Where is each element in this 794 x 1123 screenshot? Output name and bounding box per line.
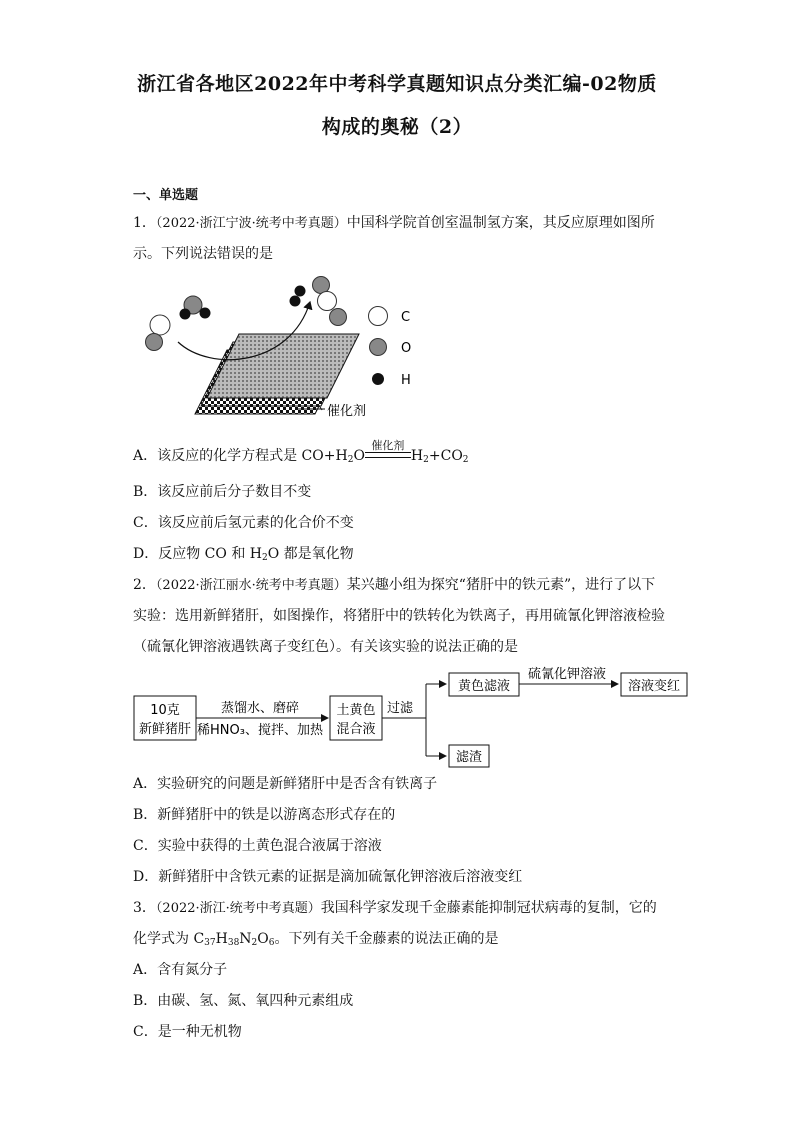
equation-catalyst-arrow [365, 439, 411, 462]
co-carbon-atom [150, 315, 170, 335]
q1-option-c[interactable]: C．该反应前后氢元素的化合价不变 [133, 515, 354, 531]
q1-option-d[interactable] [133, 544, 354, 568]
q3-number: 3． [133, 900, 156, 916]
co-oxygen-atom [146, 334, 163, 351]
q3-option-b[interactable]: B．由碳、氢、氮、氧四种元素组成 [133, 993, 354, 1009]
q3-stem-line1 [133, 898, 657, 919]
subscript: 2 [261, 553, 268, 563]
q2-stem-text: 某兴趣小组为探究“猪肝中的铁元素”，进行了以下 [346, 577, 656, 593]
q1-option-d-suffix: O 都是氧化物 [267, 546, 354, 562]
q3-stem-text: 我国科学家发现千金藤素能抑制冠状病毒的复制，它的 [320, 900, 657, 916]
flow-filter-label: 过滤 [386, 701, 414, 716]
co2-oxygen-atom-1 [313, 277, 330, 294]
legend-c-label: C [401, 310, 411, 325]
q2-option-d[interactable]: D．新鲜猪肝中含铁元素的证据是滴加硫氰化钾溶液后溶液变红 [133, 869, 523, 885]
flow-reagent-label: 硫氰化钾溶液 [527, 667, 607, 682]
legend-carbon-atom [369, 307, 388, 326]
q2-stem-line2: 实验：选用新鲜猪肝，如图操作，将猪肝中的铁转化为铁离子，再用硫氰化钾溶液检验 [133, 608, 665, 624]
h2o-hydrogen-atom-2 [200, 308, 211, 319]
legend-oxygen-atom [370, 339, 387, 356]
legend-h-label: H [401, 373, 411, 388]
subscript: 37 [204, 938, 216, 948]
q2-stem-line1 [133, 575, 655, 596]
flow-box-pig-liver-line1: 10克 [150, 703, 180, 718]
formula-h: H [215, 931, 228, 947]
flow-step1-bottom: 稀HNO₃、搅拌、加热 [197, 723, 323, 738]
formula-n: N [239, 931, 252, 947]
subscript: 38 [227, 938, 240, 948]
equation-condition: 催化剂 [371, 439, 405, 452]
flow-step1-top: 蒸馏水、磨碎 [220, 701, 300, 716]
q3-formula-prefix: 化学式为 C [133, 931, 205, 947]
subscript: 2 [462, 455, 469, 465]
flow-box-residue-label: 滤渣 [455, 750, 483, 765]
doc-title-line1: 浙江省各地区2022年中考科学真题知识点分类汇编-02物质 [137, 73, 657, 95]
q3-option-c[interactable]: C．是一种无机物 [133, 1024, 242, 1040]
q3-stem-suffix: 。下列有关千金藤素的说法正确的是 [274, 931, 499, 947]
q3-option-a[interactable]: A．含有氮分子 [133, 962, 228, 978]
q1-option-a-co: +CO [428, 448, 463, 464]
q1-stem-text: 中国科学院首创室温制氢方案，其反应原理如图所 [346, 215, 655, 231]
q1-number: 1． [133, 215, 156, 231]
q1-option-a[interactable] [133, 439, 469, 470]
catalyst-plate-top [207, 334, 359, 398]
flow-box-mixture-line2: 混合液 [336, 722, 376, 737]
q3-stem-line2 [133, 929, 499, 953]
h2-hydrogen-atom-1 [295, 286, 306, 297]
q2-option-b[interactable]: B．新鲜猪肝中的铁是以游离态形式存在的 [133, 807, 396, 823]
q2-source: （2022·浙江丽水·统考中考真题） [155, 578, 347, 593]
co2-oxygen-atom-2 [330, 309, 347, 326]
subscript: 2 [251, 938, 258, 948]
q2-option-a[interactable]: A．实验研究的问题是新鲜猪肝中是否含有铁离子 [133, 776, 438, 792]
legend-hydrogen-atom [372, 373, 384, 385]
subscript: 2 [347, 455, 354, 465]
q1-option-d-text: D．反应物 CO 和 H [133, 546, 262, 562]
flow-box-pig-liver-line2: 新鲜猪肝 [138, 722, 192, 737]
q2-stem-line3: （硫氰化钾溶液遇铁离子变红色）。有关该实验的说法正确的是 [133, 639, 518, 655]
q1-stem-line1 [133, 213, 655, 234]
q2-number: 2． [133, 577, 156, 593]
flow-box-turns-red-label: 溶液变红 [627, 679, 681, 694]
q1-option-a-o: O [353, 448, 365, 464]
section-heading: 一、单选题 [133, 188, 199, 203]
q1-option-a-h: H [410, 448, 424, 464]
q2-option-c[interactable]: C．实验中获得的土黄色混合液属于溶液 [133, 838, 382, 854]
flow-box-yellow-filtrate-label: 黄色滤液 [457, 679, 511, 694]
q3-source: （2022·浙江·统考中考真题） [155, 901, 321, 916]
h2-hydrogen-atom-2 [290, 296, 301, 307]
q1-option-a-text: A．该反应的化学方程式是 CO+H [133, 448, 348, 464]
q1-source: （2022·浙江宁波·统考中考真题） [155, 216, 347, 231]
legend-o-label: O [401, 341, 412, 356]
subscript: 2 [423, 455, 429, 465]
co2-carbon-atom [318, 292, 337, 311]
h2o-hydrogen-atom-1 [180, 309, 191, 320]
q2-flow-diagram [132, 665, 692, 770]
formula-o: O [257, 931, 269, 947]
q1-option-b[interactable]: B．该反应前后分子数目不变 [133, 484, 312, 500]
flow-box-mixture-line1: 土黄色 [336, 703, 376, 718]
q1-reaction-diagram [130, 272, 430, 422]
doc-title-line2: 构成的奥秘（2） [321, 116, 473, 138]
subscript: 6 [268, 938, 275, 948]
q1-stem-line2: 示。下列说法错误的是 [133, 246, 273, 262]
catalyst-label: 催化剂 [327, 404, 367, 419]
